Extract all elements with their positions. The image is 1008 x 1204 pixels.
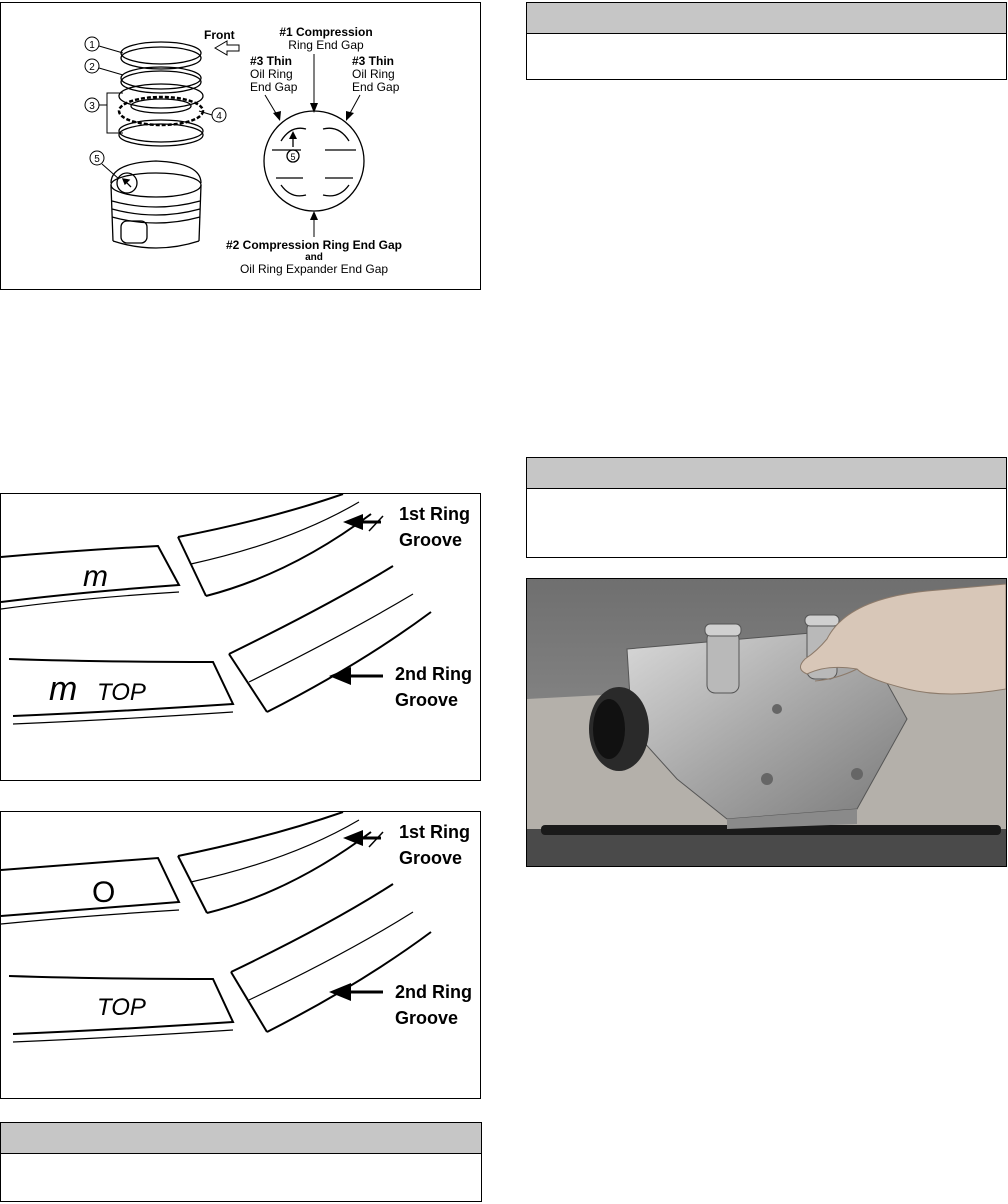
ring-mark-m-lower: m — [49, 670, 78, 708]
label-compression-2: #2 Compression Ring End Gap — [225, 238, 403, 252]
label-right-line1: #3 Thin — [352, 54, 395, 68]
figure-piston-rings — [0, 2, 481, 290]
label-1st-groove-line2: Groove — [399, 530, 463, 550]
ring-mark-o: O — [92, 876, 116, 909]
note-box-top-right — [526, 2, 1007, 80]
svg-text:3: 3 — [89, 101, 95, 112]
svg-text:1: 1 — [89, 40, 95, 51]
piston-drawing — [111, 161, 201, 248]
photo-cylinder-head — [526, 578, 1007, 867]
note-header — [527, 3, 1006, 34]
svg-text:2: 2 — [89, 62, 95, 73]
label-2nd-groove-line1: 2nd Ring — [395, 982, 472, 1002]
note-header — [1, 1123, 481, 1154]
label-expander: Oil Ring Expander End Gap — [239, 262, 389, 276]
svg-text:5: 5 — [94, 154, 100, 165]
label-right-line2: Oil Ring — [352, 67, 395, 81]
ring-mark-top: TOP — [97, 994, 146, 1021]
arrow-2nd-groove-icon — [329, 667, 383, 685]
label-2nd-groove-line2: Groove — [395, 690, 459, 710]
note-box-bottom-left — [0, 1122, 482, 1202]
front-arrow-icon — [215, 41, 239, 55]
label-left-line2: Oil Ring — [250, 67, 293, 81]
label-compression-1: #1 Compression — [279, 25, 373, 39]
label-1st-groove-line1: 1st Ring — [399, 504, 471, 524]
label-2nd-groove-line1: 2nd Ring — [395, 664, 472, 684]
svg-text:4: 4 — [216, 111, 222, 122]
figure-ring-marks-m — [0, 493, 481, 781]
label-1st-groove-line2: Groove — [399, 848, 463, 868]
label-compression-1-line2: Ring End Gap — [288, 38, 364, 52]
piston-top-view — [264, 111, 364, 211]
note-box-middle-right — [526, 457, 1007, 558]
piston-mark: 5 — [290, 152, 296, 162]
callout-3 — [85, 93, 123, 133]
label-left-line1: #3 Thin — [250, 54, 293, 68]
arrow-1st-groove-icon — [343, 830, 383, 847]
label-2nd-groove-line2: Groove — [395, 1008, 459, 1028]
ring-mark-top: TOP — [97, 679, 146, 706]
label-1st-groove-line1: 1st Ring — [399, 822, 471, 842]
callout-2 — [85, 59, 123, 75]
callout-1 — [85, 37, 123, 53]
ring-mark-m-upper: m — [83, 560, 108, 593]
label-and: and — [305, 252, 323, 263]
ring-stack — [119, 42, 203, 146]
callout-5 — [90, 151, 119, 179]
figure-ring-marks-o — [0, 811, 481, 1099]
label-left-line3: End Gap — [250, 80, 298, 94]
front-label: Front — [204, 28, 235, 42]
note-header — [527, 458, 1006, 489]
arrow-2nd-groove-icon — [329, 983, 383, 1001]
label-right-line3: End Gap — [352, 80, 400, 94]
callout-4 — [199, 108, 226, 122]
arrow-1st-groove-icon — [343, 514, 383, 531]
